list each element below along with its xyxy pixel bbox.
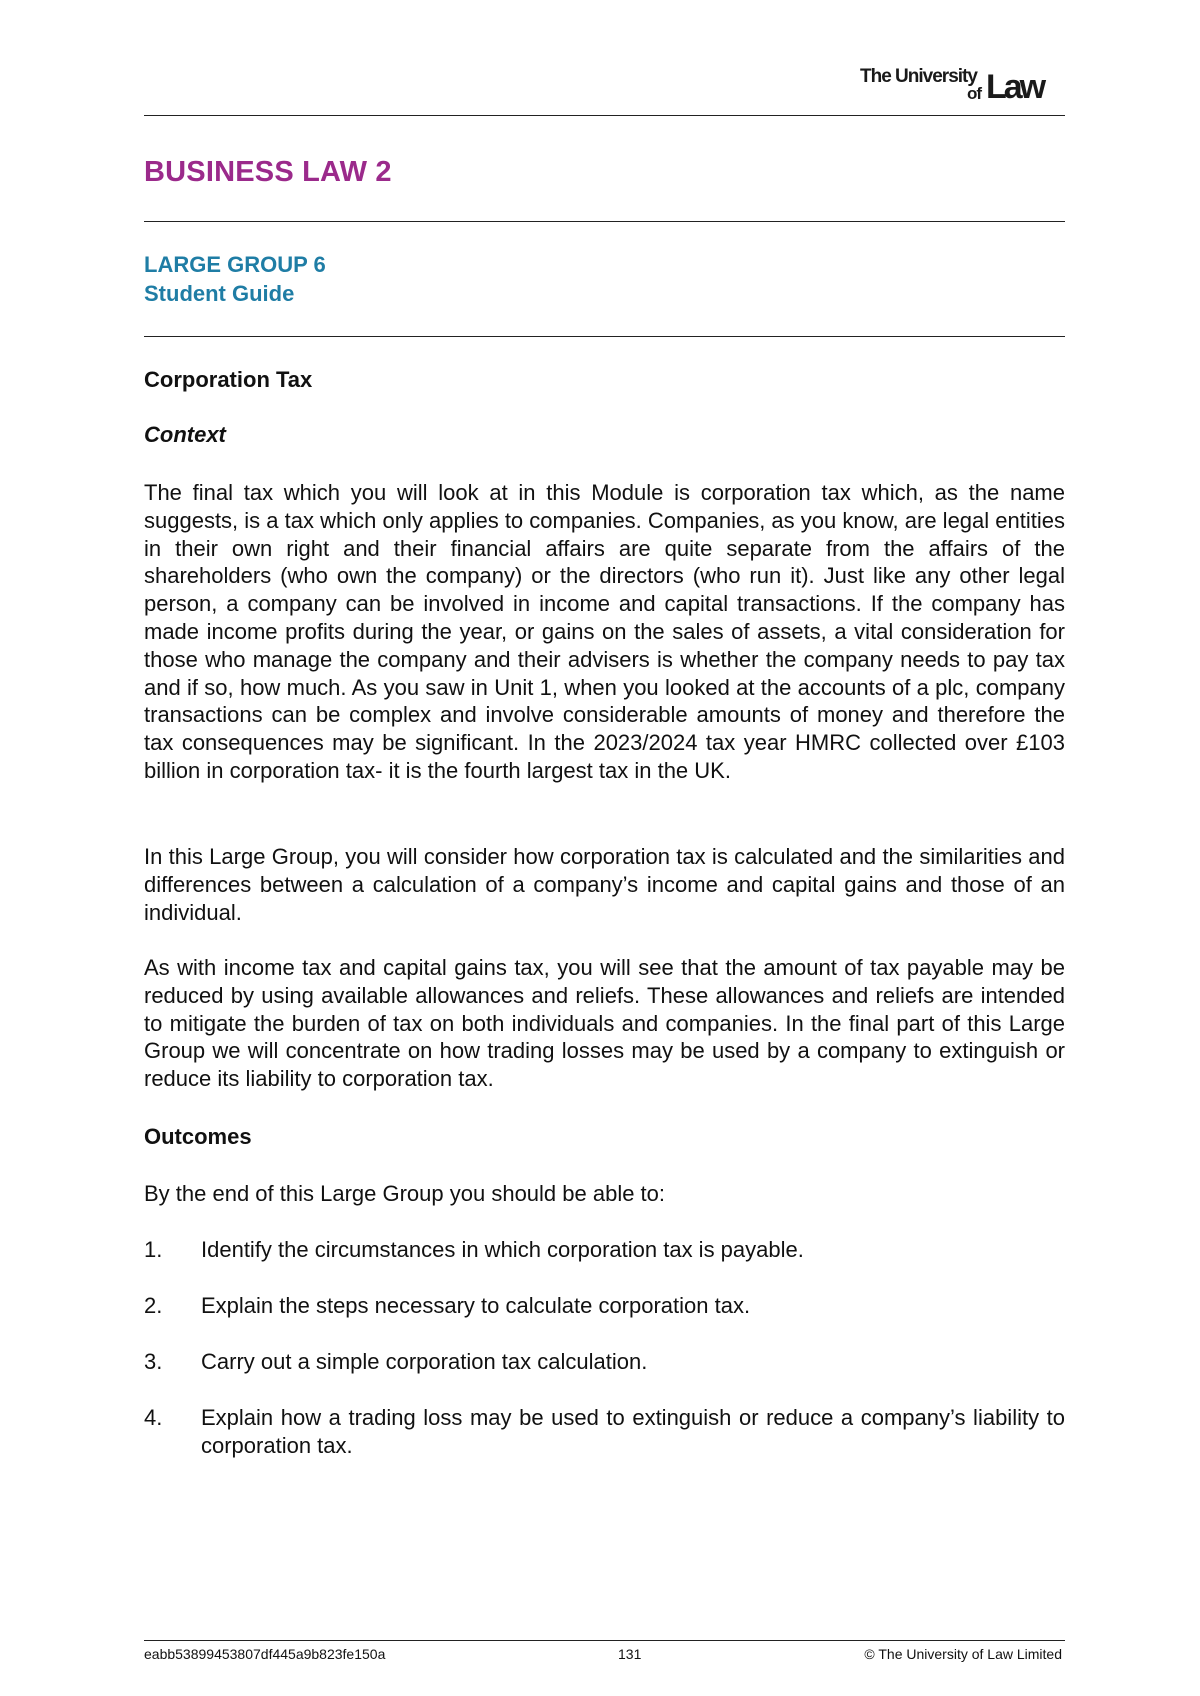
footer-copyright: © The University of Law Limited (864, 1646, 1062, 1662)
outcome-text: Explain how a trading loss may be used to extinguish or reduce a company’s liability to corporation tax. (201, 1405, 1065, 1458)
outcome-item (144, 1404, 1065, 1460)
outcome-number: 1. (144, 1237, 163, 1262)
context-paragraph: In this Large Group, you will consider how corporation tax is calculated and the similarities and differences between a calculation of a company’s income and capital gains and those of an individual. (144, 844, 1065, 925)
outcome-text: Carry out a simple corporation tax calculation. (201, 1349, 648, 1374)
outcome-text: Explain the steps necessary to calculate corporation tax. (201, 1293, 751, 1318)
university-of-law-logo (860, 66, 1065, 106)
footer-document-id: eabb53899453807df445a9b823fe150a (144, 1646, 386, 1662)
context-heading: Context (144, 422, 226, 447)
footer-page-number: 131 (618, 1646, 642, 1662)
course-title: BUSINESS LAW 2 (144, 156, 392, 188)
logo-of-text: of (967, 84, 982, 103)
outcome-number: 4. (144, 1405, 163, 1430)
logo-the-university-text: The University (860, 66, 977, 87)
outcome-item (144, 1292, 1065, 1320)
outcome-item (144, 1236, 1065, 1264)
subtitle-divider (144, 336, 1065, 337)
outcomes-intro: By the end of this Large Group you should be able to: (144, 1181, 666, 1206)
title-divider (144, 221, 1065, 222)
footer-divider (144, 1640, 1065, 1641)
topic-heading: Corporation Tax (144, 367, 313, 392)
outcome-number: 3. (144, 1349, 163, 1374)
outcome-text: Identify the circumstances in which corporation tax is payable. (201, 1237, 804, 1262)
outcome-number: 2. (144, 1293, 163, 1318)
logo-law-text: Law (986, 68, 1044, 106)
context-paragraph: As with income tax and capital gains tax, you will see that the amount of tax payable may be reduced by using available allowances and reliefs. These allowances and reliefs are intended to mitigate the burden of tax on both individuals and companies. In the final part of this Large Group we will concentrate on how trading losses may be used by a company to extinguish or reduce its liability to corporation tax. (144, 955, 1065, 1092)
outcome-item (144, 1348, 1065, 1376)
student-guide-title: Student Guide (144, 281, 295, 306)
context-paragraph: The final tax which you will look at in this Module is corporation tax which, as the name suggests, is a tax which only applies to companies. Companies, as you know, are legal entities in their own right and their financial affairs are quite separate from the affairs of the shareholders (who own the company) or the directors (who run it). Just like any other legal person, a company can be involved in income and capital transactions. If the company has made income profits during the year, or gains on the sales of assets, a vital consideration for those who manage the company and their advisers is whether the company needs to pay tax and if so, how much. As you saw in Unit 1, when you looked at the accounts of a plc, company transactions can be complex and involve considerable amounts of money and therefore the tax consequences may be significant. In the 2023/2024 tax year HMRC collected over £103 billion in corporation tax- it is the fourth largest tax in the UK. (144, 480, 1065, 783)
header-divider (144, 115, 1065, 116)
outcomes-heading: Outcomes (144, 1124, 252, 1149)
large-group-title: LARGE GROUP 6 (144, 252, 326, 277)
